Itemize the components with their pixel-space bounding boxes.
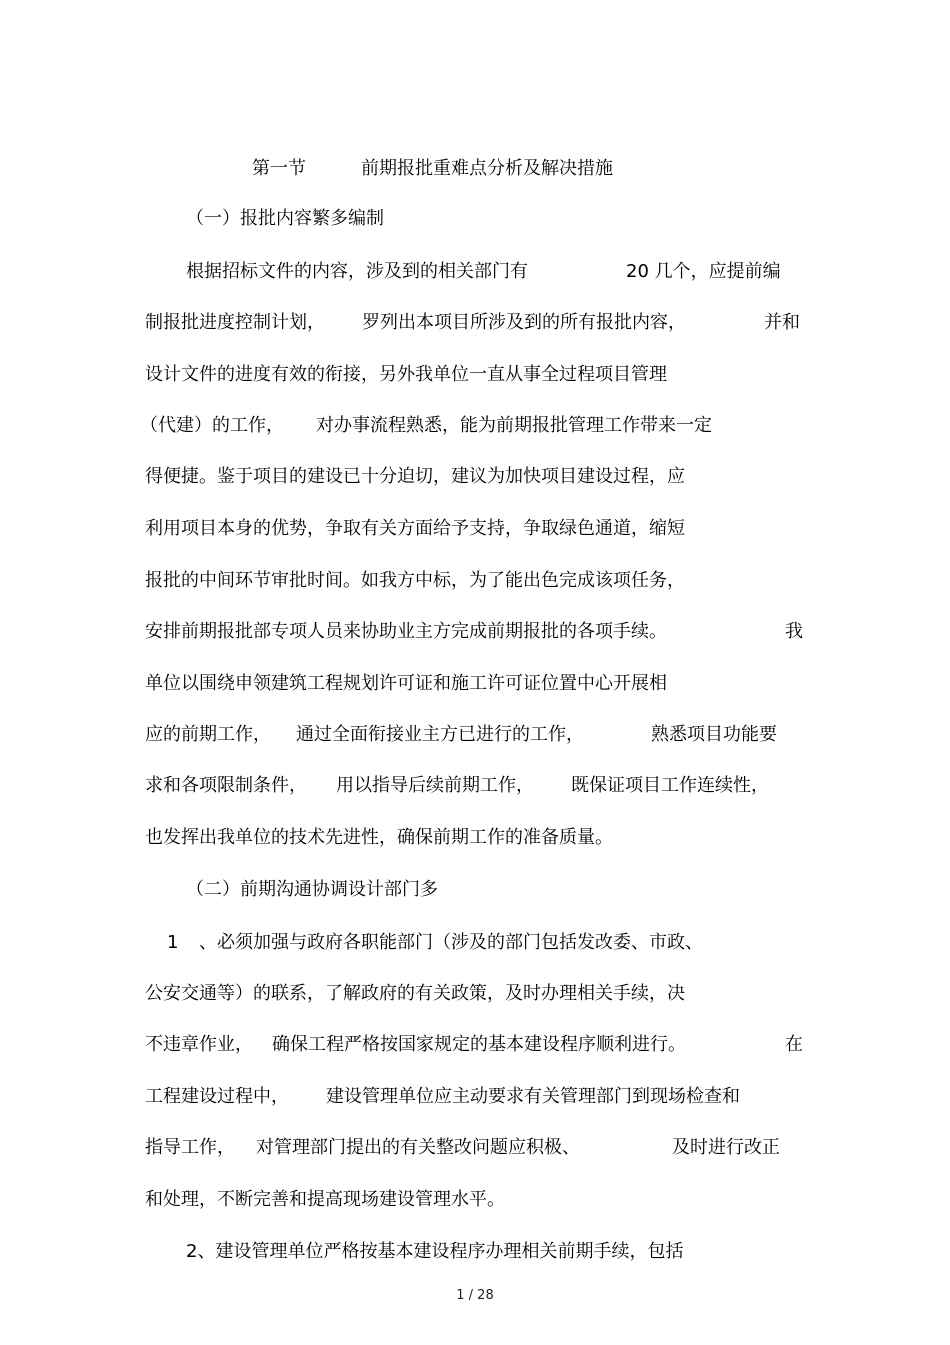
text-segment: 制报批进度控制计划， — [145, 312, 325, 333]
page-number: 1 / 28 — [456, 1288, 494, 1303]
text-segment: 20 几个，应提前编 — [626, 261, 781, 282]
text-segment: 并和 — [764, 312, 800, 333]
section-number: 第一节 — [252, 158, 306, 179]
text-segment: 用以指导后续前期工作， — [336, 775, 534, 796]
text-segment: 也发挥出我单位的技术先进性，确保前期工作的准备质量。 — [145, 827, 613, 848]
text-segment: 通过全面衔接业主方已进行的工作， — [296, 724, 584, 745]
section-title: 前期报批重难点分析及解决措施 — [361, 158, 613, 179]
text-segment: 罗列出本项目所涉及到的所有报批内容， — [362, 312, 686, 333]
text-segment: 根据招标文件的内容，涉及到的相关部门有 — [186, 261, 528, 282]
subheading-text: （一）报批内容繁多编制 — [186, 208, 384, 229]
text-segment: 既保证项目工作连续性， — [571, 775, 769, 796]
text-segment: 求和各项限制条件， — [145, 775, 307, 796]
text-segment: 指导工作， — [145, 1137, 235, 1158]
text-segment: 应的前期工作， — [145, 724, 271, 745]
text-segment: 利用项目本身的优势，争取有关方面给予支持，争取绿色通道，缩短 — [145, 518, 685, 539]
text-segment: 确保工程严格按国家规定的基本建设程序顺利进行。 — [272, 1034, 686, 1055]
text-segment: 得便捷。鉴于项目的建设已十分迫切，建议为加快项目建设过程，应 — [145, 466, 685, 487]
list-number: 1 — [167, 932, 179, 953]
text-segment: 建设管理单位应主动要求有关管理部门到现场检查和 — [326, 1086, 740, 1107]
text-segment: 公安交通等）的联系，了解政府的有关政策，及时办理相关手续，决 — [145, 983, 685, 1004]
text-segment: 在 — [785, 1034, 803, 1055]
text-segment: 2、建设管理单位严格按基本建设程序办理相关前期手续，包括 — [186, 1241, 684, 1262]
text-segment: 安排前期报批部专项人员来协助业主方完成前期报批的各项手续。 — [145, 621, 667, 642]
subheading-text: （二）前期沟通协调设计部门多 — [186, 879, 438, 900]
text-segment: 我 — [785, 621, 803, 642]
text-segment: 设计文件的进度有效的衔接，另外我单位一直从事全过程项目管理 — [145, 364, 667, 385]
text-segment: 对管理部门提出的有关整改问题应积极、 — [256, 1137, 580, 1158]
text-segment: 报批的中间环节审批时间。如我方中标，为了能出色完成该项任务， — [145, 570, 685, 591]
text-segment: 单位以围绕申领建筑工程规划许可证和施工许可证位置中心开展相 — [145, 673, 667, 694]
text-segment: 和处理，不断完善和提高现场建设管理水平。 — [145, 1189, 505, 1210]
text-segment: 对办事流程熟悉，能为前期报批管理工作带来一定 — [316, 415, 712, 436]
text-segment: 及时进行改正 — [672, 1137, 780, 1158]
text-segment: 、必须加强与政府各职能部门（涉及的部门包括发改委、市政、 — [199, 932, 703, 953]
text-segment: （代建）的工作， — [140, 415, 284, 436]
text-segment: 熟悉项目功能要 — [651, 724, 777, 745]
text-segment: 工程建设过程中， — [145, 1086, 289, 1107]
text-segment: 不违章作业， — [145, 1034, 253, 1055]
